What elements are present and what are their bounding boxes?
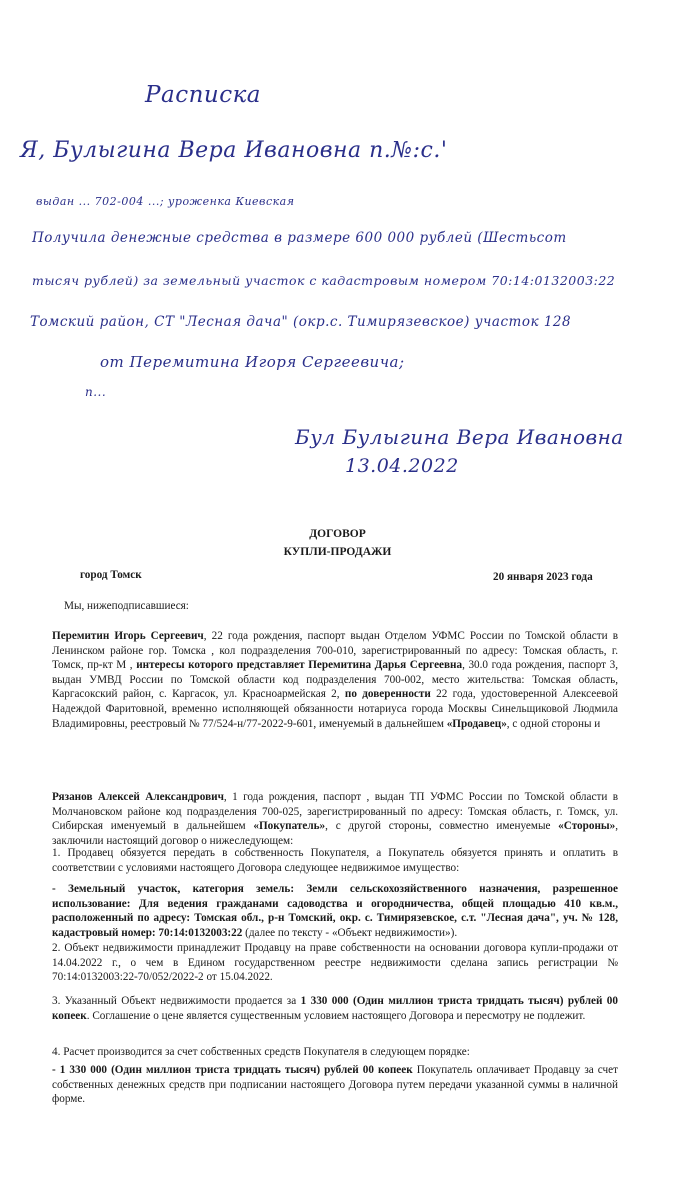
buyer-role: «Покупатель» [253, 820, 326, 833]
clause-3-end: . Соглашение о цене является существенным условием настоящего Договора и пересмотру не подлежит. [86, 1009, 586, 1022]
power-of-attorney: по доверенности [344, 688, 431, 701]
seller-text: , 22 года рождения, паспорт выдан Отделом УФМС России по Томской области в Ленинском районе гор. Томска , кол подразделения 700-010, зарегистрированный по адресу: Томская область, г. Томск, пр-кт М , [52, 630, 618, 672]
clause-1: 1. Продавец обязуется передать в собственность Покупателя, а Покупатель обязуется принять и оплатить в соответствии с условиями настоящего Договора следующее недвижимое имущество: [52, 847, 618, 874]
clause-1-item [52, 882, 618, 940]
receipt-line: Томский район, СТ "Лесная дача" (окр.с. Тимирязевское) участок 128 [30, 314, 572, 330]
clause-3 [52, 994, 618, 1023]
receipt-line: Получила денежные средства в размере 600 000 рублей (Шестьсот [32, 230, 567, 246]
property-description: - Земельный участок, категория земель: Земли сельскохозяйственного назначения, разрешенное использование: Для ведения гражданами садоводства и огородничества, общей площадью 410 кв.м., расположенный по адресу: Томская обл., р-н Томский, окр. с. Тимирязевское, с.т. "Лесная дача", уч. № 128, кадастровый номер: 70:14:0132003:22 [52, 883, 618, 939]
parties-label: «Стороны» [558, 820, 616, 833]
seller-name: Перемитин Игорь Сергеевич [52, 630, 204, 642]
poa-text: 22 года, удостоверенной Алексеевой Надеждой Фаритовной, временно исполняющей обязанности нотариуса города Москвы Синельщиковой Людмила Владимировны, реестровый № 77/524-н/77-2022-9-601, именуемый в дальнейшем [52, 688, 618, 730]
buyer-mid: , с другой стороны, совместно именуемые [325, 820, 551, 833]
seller-paragraph [52, 629, 618, 731]
payment-amount: - 1 330 000 (Один миллион триста тридцать тысяч) рублей 00 копеек [52, 1064, 413, 1076]
property-alias: (далее по тексту - «Объект недвижимости»). [242, 926, 458, 939]
contract-subtitle: КУПЛИ-ПРОДАЖИ [283, 546, 392, 558]
receipt-line: Я, Булыгина Вера Ивановна п.№:с.' [20, 138, 448, 163]
seller-end: , с одной стороны и [506, 717, 601, 730]
seller-representative: интересы которого представляет Перемитина Дарья Сергеевна [136, 659, 463, 672]
receipt-date: 13.04.2022 [345, 455, 459, 477]
receipt-line: выдан ... 702-004 ...; уроженка Киевская [36, 195, 295, 208]
seller-role: «Продавец» [446, 717, 507, 730]
clause-3-start: 3. Указанный Объект недвижимости продается за [52, 995, 301, 1007]
receipt-title: Расписка [145, 82, 262, 108]
contract-city: город Томск [80, 569, 142, 581]
price: 1 330 000 (Один миллион триста тридцать тысяч) рублей 00 копеек [52, 995, 618, 1022]
clause-4-item [52, 1063, 618, 1107]
buyer-text: , 1 года рождения, паспорт , выдан ТП УФМС России по Томской области в Молчановском районе код подразделения 700-025, зарегистрированный по адресу: Томская область, г. Томск, ул. Сибирская именуемый в дальнейшем [52, 791, 618, 833]
buyer-end: , заключили настоящий договор о нижеследующем: [52, 820, 619, 847]
clause-2: 2. Объект недвижимости принадлежит Продавцу на праве собственности на основании договора купли-продажи от 14.04.2022 г., о чем в Едином государственном реестре недвижимости сделана запись регистрации № 70:14:0132003:22-70/052/2022-2 от 15.04.2022. [52, 942, 618, 984]
seller-rep-text: , 30.0 года рождения, паспорт 3, выдан УМВД России по Томской области код подразделения 700-002, место жительства: Томская область, Каргасокский район, с. Каргасок, ул. Красноармейская 2, [52, 659, 618, 701]
receipt-signature: Бул Булыгина Вера Ивановна [295, 425, 624, 449]
clause-4: 4. Расчет производится за счет собственных средств Покупателя в следующем порядке: [52, 1046, 470, 1058]
receipt-line: от Перемитина Игоря Сергеевича; [100, 353, 405, 371]
contract-intro: Мы, нижеподписавшиеся: [64, 600, 189, 612]
payment-terms: Покупатель оплачивает Продавцу за счет собственных денежных средств при подписании настоящего Договора путем передачи указанной суммы в наличной форме. [52, 1064, 618, 1106]
contract-date: 20 января 2023 года [493, 571, 593, 583]
buyer-name: Рязанов Алексей Александрович [52, 791, 224, 803]
buyer-paragraph [52, 790, 618, 848]
contract-title: ДОГОВОР [309, 528, 366, 540]
receipt-line: тысяч рублей) за земельный участок с кадастровым номером 70:14:0132003:22 [32, 273, 616, 288]
receipt-line: п... [85, 385, 107, 399]
